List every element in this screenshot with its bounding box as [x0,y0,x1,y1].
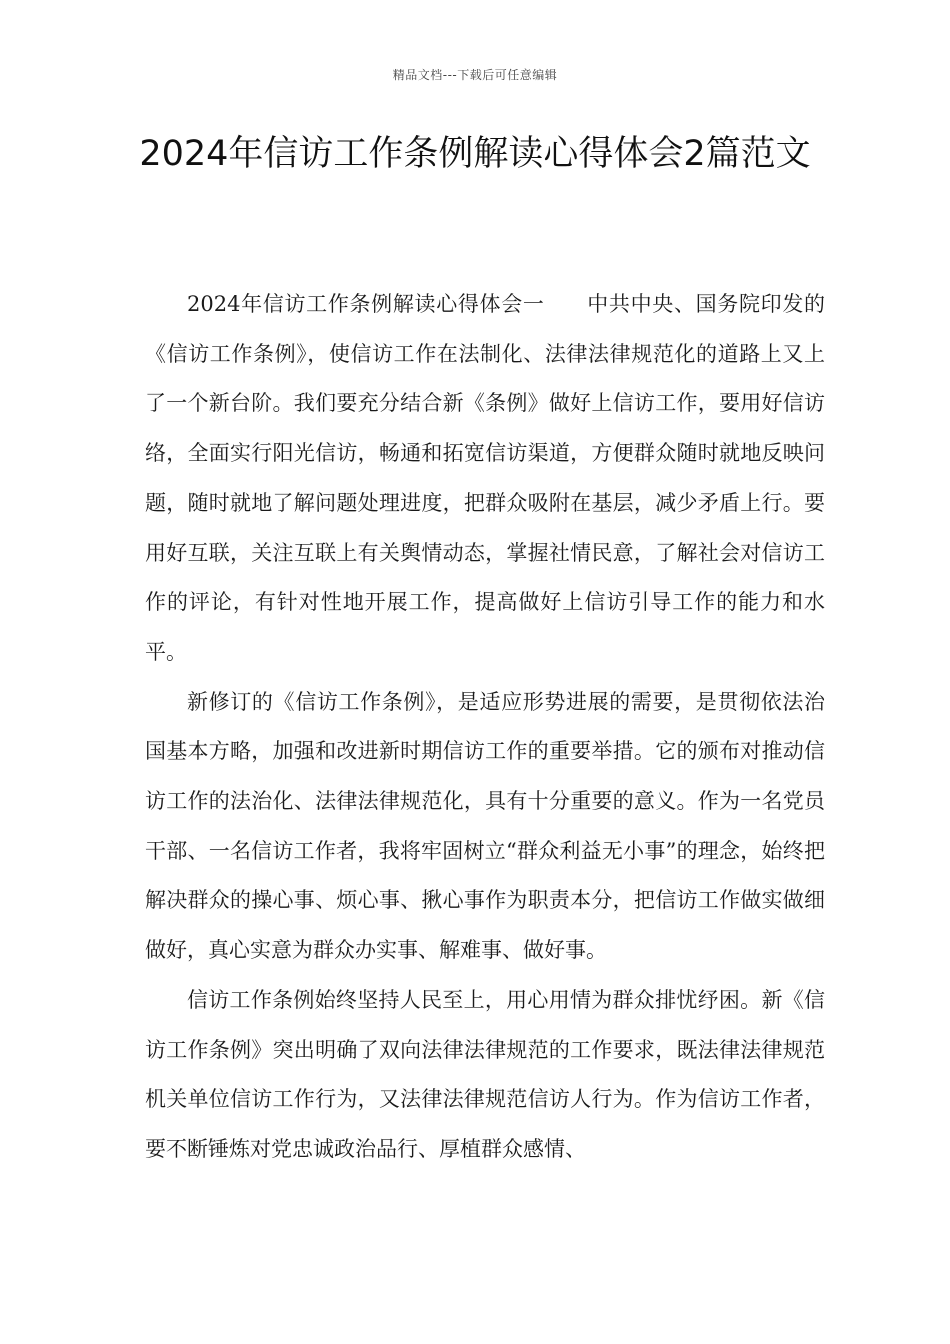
paragraph-3: 信访工作条例始终坚持人民至上，用心用情为群众排忧纾困。新《信访工作条例》突出明确了双向法律法律规范的工作要求，既法律法律规范机关单位信访工作行为，又法律法律规范信访人行为。作为信访工作者，要不断锤炼对党忠诚政治品行、厚植群众感情、 [145,987,825,1161]
paragraph-1-lead: 2024年信访工作条例解读心得体会一 [187,292,545,316]
paragraph-2: 新修订的《信访工作条例》，是适应形势进展的需要，是贯彻依法治国基本方略，加强和改进新时期信访工作的重要举措。它的颁布对推动信访工作的法治化、法律法律规范化，具有十分重要的意义。作为一名党员干部、一名信访工作者，我将牢固树立“群众利益无小事”的理念，始终把解决群众的操心事、烦心事、揪心事作为职责本分，把信访工作做实做细做好，真心实意为群众办实事、解难事、做好事。 [145,689,825,963]
document-body [145,280,825,1175]
paragraph-1 [145,280,825,678]
paragraph-1-text: 中共中央、国务院印发的《信访工作条例》，使信访工作在法制化、法律法律规范化的道路上又上了一个新台阶。我们要充分结合新《条例》做好上信访工作，要用好信访络，全面实行阳光信访，畅通和拓宽信访渠道，方便群众随时就地反映问题，随时就地了解问题处理进度，把群众吸附在基层，减少矛盾上行。要用好互联，关注互联上有关舆情动态，掌握社情民意，了解社会对信访工作的评论，有针对性地开展工作，提高做好上信访引导工作的能力和水平。 [145,292,826,664]
header-note: 精品文档---下载后可任意编辑 [392,68,558,82]
document-title: 2024年信访工作条例解读心得体会2篇范文 [139,134,811,174]
